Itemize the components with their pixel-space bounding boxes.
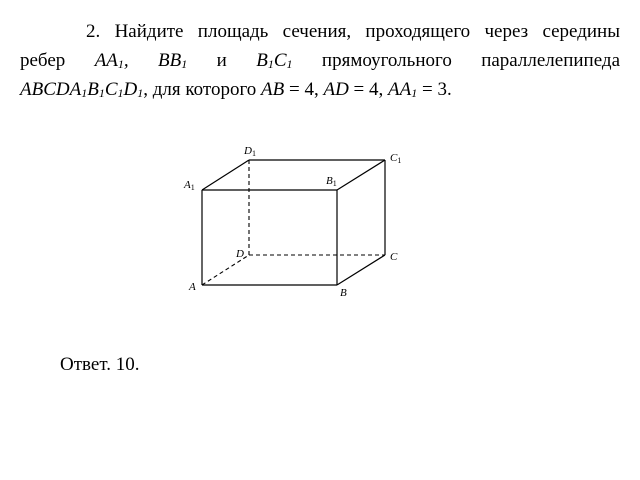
parallelepiped-drawing — [180, 140, 410, 300]
label-b: B — [340, 287, 347, 299]
label-d1: D1 — [244, 145, 256, 158]
problem-line-1-text: Найдите площадь сечения, проходящего через середины — [114, 21, 620, 42]
problem-line-2 — [20, 46, 620, 75]
cond-ab-value: = 4, — [289, 79, 319, 100]
edge-bb1: $BB_1$ — [158, 50, 188, 71]
cond-ad: AD — [323, 79, 349, 100]
cond-aa1: $AA_1$ — [388, 79, 418, 100]
parallelepiped-figure — [180, 140, 410, 300]
cond-ab: AB — [261, 79, 285, 100]
solid-name: $ABCDA_1B_1C_1D_1$ — [20, 79, 144, 100]
label-c1: C1 — [390, 152, 402, 165]
line-2-tail: прямоугольного параллелепипеда — [321, 50, 621, 71]
label-b1: B1 — [326, 175, 337, 188]
edge-c-b — [337, 255, 385, 285]
problem-line-3 — [20, 75, 620, 104]
edge-c1-b1 — [337, 160, 385, 190]
answer: Ответ. 10. — [60, 354, 140, 375]
edge-b1c1: $B_1C_1$ — [256, 50, 293, 71]
cond-aa1-value: = 3. — [421, 79, 452, 100]
problem-statement — [20, 17, 620, 104]
label-c: C — [390, 251, 398, 263]
label-d: D — [236, 248, 244, 260]
problem-line-1 — [20, 17, 620, 46]
cond-ad-value: = 4, — [353, 79, 384, 100]
edge-aa1: $AA_1$, — [94, 50, 129, 71]
word-and: и — [216, 50, 227, 71]
word-edges: ребер — [20, 50, 66, 71]
edge-a1-d1 — [202, 160, 249, 190]
label-a1: A1 — [184, 179, 195, 192]
problem-number: 2. — [86, 21, 101, 42]
condition-prefix: , для которого — [143, 79, 257, 100]
label-a: A — [189, 281, 196, 293]
